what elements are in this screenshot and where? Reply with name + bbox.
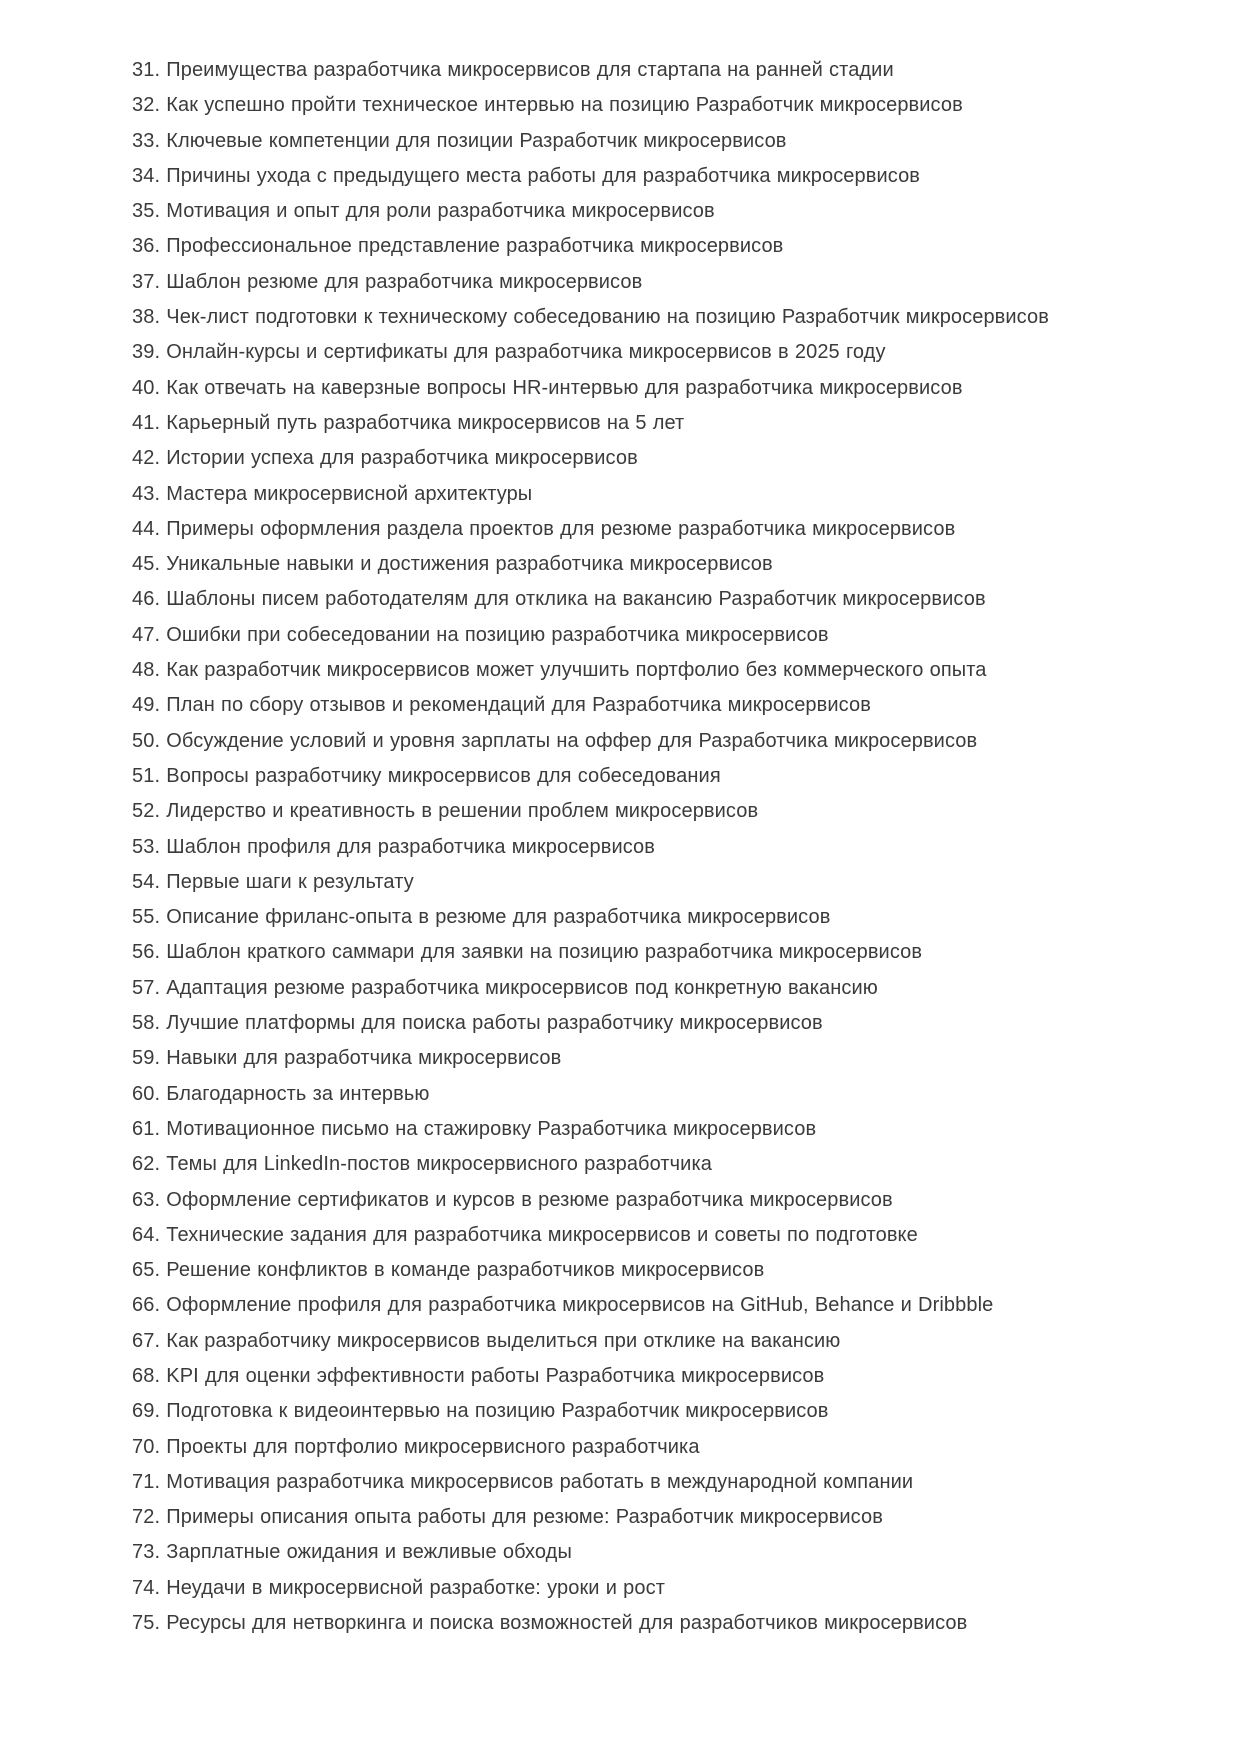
list-item: 71. Мотивация разработчика микросервисов работать в международной компании <box>132 1470 914 1493</box>
numbered-list <box>132 53 1200 1641</box>
list-item: 49. План по сбору отзывов и рекомендаций для Разработчика микросервисов <box>132 694 871 717</box>
list-item: 58. Лучшие платформы для поиска работы разработчику микросервисов <box>132 1012 823 1035</box>
list-item: 64. Технические задания для разработчика микросервисов и советы по подготовке <box>132 1223 918 1246</box>
list-item: 72. Примеры описания опыта работы для резюме: Разработчик микросервисов <box>132 1506 883 1529</box>
list-item: 62. Темы для LinkedIn-постов микросервисного разработчика <box>132 1153 712 1176</box>
list-item: 68. KPI для оценки эффективности работы Разработчика микросервисов <box>132 1364 825 1387</box>
list-item: 46. Шаблоны писем работодателям для отклика на вакансию Разработчик микросервисов <box>132 588 986 611</box>
list-item: 67. Как разработчику микросервисов выделиться при отклике на вакансию <box>132 1329 841 1352</box>
list-item: 43. Мастера микросервисной архитектуры <box>132 482 533 505</box>
document-page <box>132 53 1200 1641</box>
list-item: 45. Уникальные навыки и достижения разработчика микросервисов <box>132 553 773 576</box>
list-item: 65. Решение конфликтов в команде разработчиков микросервисов <box>132 1259 765 1282</box>
list-item: 40. Как отвечать на каверзные вопросы HR-интервью для разработчика микросервисов <box>132 376 963 399</box>
list-item: 74. Неудачи в микросервисной разработке: уроки и рост <box>132 1576 665 1599</box>
list-item: 42. Истории успеха для разработчика микросервисов <box>132 447 638 470</box>
list-item: 51. Вопросы разработчику микросервисов для собеседования <box>132 764 721 787</box>
list-item: 41. Карьерный путь разработчика микросервисов на 5 лет <box>132 411 685 434</box>
list-item: 48. Как разработчик микросервисов может улучшить портфолио без коммерческого опыта <box>132 659 987 682</box>
list-item: 50. Обсуждение условий и уровня зарплаты на оффер для Разработчика микросервисов <box>132 729 978 752</box>
list-item: 69. Подготовка к видеоинтервью на позицию Разработчик микросервисов <box>132 1400 829 1423</box>
list-item: 32. Как успешно пройти техническое интервью на позицию Разработчик микросервисов <box>132 94 963 117</box>
list-item: 35. Мотивация и опыт для роли разработчика микросервисов <box>132 200 715 223</box>
list-item: 52. Лидерство и креативность в решении проблем микросервисов <box>132 800 759 823</box>
list-item: 57. Адаптация резюме разработчика микросервисов под конкретную вакансию <box>132 976 878 999</box>
list-item: 38. Чек-лист подготовки к техническому собеседованию на позицию Разработчик микросервисов <box>132 306 1049 329</box>
list-item: 61. Мотивационное письмо на стажировку Разработчика микросервисов <box>132 1117 817 1140</box>
list-item: 73. Зарплатные ожидания и вежливые обходы <box>132 1541 572 1564</box>
list-item: 44. Примеры оформления раздела проектов для резюме разработчика микросервисов <box>132 517 956 540</box>
list-item: 56. Шаблон краткого саммари для заявки на позицию разработчика микросервисов <box>132 941 923 964</box>
list-item: 36. Профессиональное представление разработчика микросервисов <box>132 235 784 258</box>
list-item: 54. Первые шаги к результату <box>132 870 414 893</box>
list-item: 66. Оформление профиля для разработчика микросервисов на GitHub, Behance и Dribbble <box>132 1294 994 1317</box>
list-item: 47. Ошибки при собеседовании на позицию разработчика микросервисов <box>132 623 829 646</box>
list-item: 59. Навыки для разработчика микросервисов <box>132 1047 562 1070</box>
list-item: 37. Шаблон резюме для разработчика микросервисов <box>132 270 643 293</box>
list-item: 70. Проекты для портфолио микросервисного разработчика <box>132 1435 700 1458</box>
list-item: 39. Онлайн-курсы и сертификаты для разработчика микросервисов в 2025 году <box>132 341 886 364</box>
list-item: 34. Причины ухода с предыдущего места работы для разработчика микросервисов <box>132 164 921 187</box>
list-item: 33. Ключевые компетенции для позиции Разработчик микросервисов <box>132 129 787 152</box>
list-item: 31. Преимущества разработчика микросервисов для стартапа на ранней стадии <box>132 59 894 81</box>
list-item: 60. Благодарность за интервью <box>132 1082 430 1105</box>
list-item: 53. Шаблон профиля для разработчика микросервисов <box>132 835 656 858</box>
list-item: 75. Ресурсы для нетворкинга и поиска возможностей для разработчиков микросервисов <box>132 1612 968 1635</box>
list-item: 55. Описание фриланс-опыта в резюме для разработчика микросервисов <box>132 906 831 929</box>
list-item: 63. Оформление сертификатов и курсов в резюме разработчика микросервисов <box>132 1188 893 1211</box>
